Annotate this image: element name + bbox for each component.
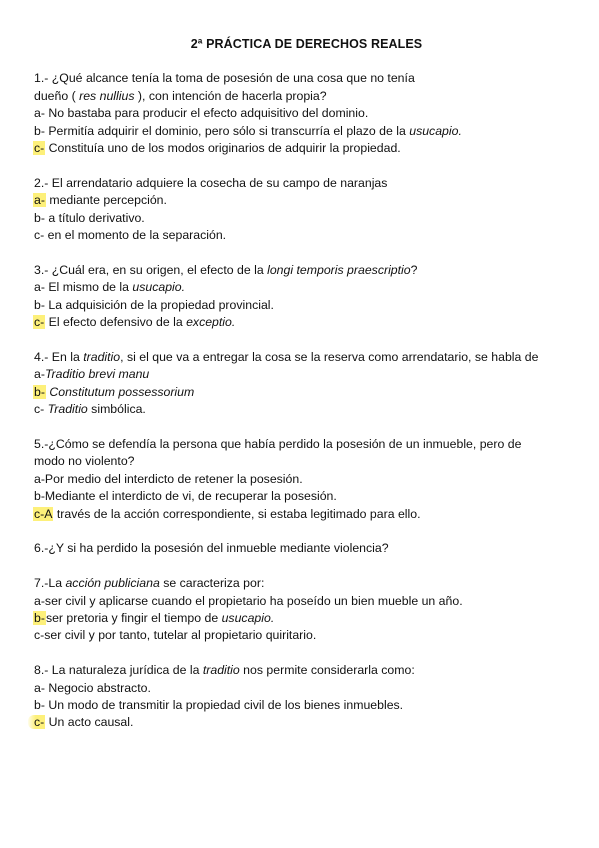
question-3 (34, 262, 579, 332)
answer-highlight: b- (34, 384, 45, 399)
text-fragment: mediante percepción. (45, 193, 167, 208)
italic-term: Traditio (47, 402, 88, 417)
text-fragment: ser pretoria y fingir el tiempo de (45, 610, 222, 625)
answer-highlight: c-A (34, 506, 53, 521)
answer-highlight: c- (34, 315, 45, 330)
italic-term: Constitutum possessorium (49, 384, 195, 399)
question-7 (34, 575, 579, 645)
italic-term: longi temporis praescriptio (267, 262, 411, 277)
italic-term: usucapio. (409, 123, 462, 138)
question-2-text: 2.- El arrendatario adquiere la cosecha de su campo de naranjas (34, 175, 388, 190)
question-7-option-b (34, 610, 579, 627)
italic-term: Traditio brevi manu (44, 367, 150, 382)
question-2 (34, 175, 579, 245)
question-7-text (34, 575, 579, 592)
text-fragment: a- El mismo de la (34, 280, 133, 295)
question-1-option-a: a- No bastaba para producir el efecto adquisitivo del dominio. (34, 106, 369, 121)
text-fragment: 3.- ¿Cuál era, en su origen, el efecto de la (34, 262, 268, 277)
question-6 (34, 540, 579, 557)
text-fragment: b- Permitía adquirir el dominio, pero sólo si transcurría el plazo de la (34, 123, 410, 138)
question-5-text-line-2: modo no violento? (34, 454, 135, 469)
question-5-option-c (34, 506, 579, 523)
question-8-option-a: a- Negocio abstracto. (34, 680, 151, 695)
question-5-text-line-1: 5.-¿Cómo se defendía la persona que había perdido la posesión de un inmueble, pero de (34, 436, 522, 451)
question-8-text (34, 662, 579, 679)
text-fragment: Un acto causal. (45, 715, 134, 730)
document-title: 2ª PRÁCTICA DE DERECHOS REALES (190, 37, 423, 51)
text-fragment: ? (410, 262, 418, 277)
answer-highlight: a- (34, 193, 45, 208)
italic-term: usucapio. (132, 280, 186, 295)
answer-highlight: c- (28, 715, 45, 729)
question-8-option-b: b- Un modo de transmitir la propiedad civil de los bienes inmuebles. (34, 697, 404, 712)
text-fragment: simbólica. (87, 402, 146, 417)
text-fragment: se caracteriza por: (159, 576, 265, 591)
text-fragment: 7.-La (34, 576, 66, 591)
answer-highlight: b- (34, 610, 45, 625)
question-7-option-c: c-ser civil y por tanto, tutelar al propietario quiritario. (34, 628, 317, 643)
text-fragment: 4.- En la (34, 349, 84, 364)
text-fragment: dueño ( (34, 88, 80, 103)
answer-highlight: c- (34, 141, 45, 156)
question-1-option-b (34, 123, 579, 140)
question-3-text (34, 262, 579, 279)
question-1-option-c (34, 140, 579, 157)
question-5-option-b: b-Mediante el interdicto de vi, de recuperar la posesión. (34, 489, 337, 504)
text-fragment: través de la acción correspondiente, si estaba legitimado para ello. (53, 506, 421, 521)
question-4-option-c (34, 401, 579, 418)
question-5-option-a: a-Por medio del interdicto de retener la posesión. (34, 471, 303, 486)
question-7-option-a: a-ser civil y aplicarse cuando el propietario ha poseído un bien mueble un año. (34, 593, 463, 608)
question-4-option-b (34, 384, 579, 401)
question-1-text-line-2 (34, 88, 579, 105)
question-6-text: 6.-¿Y si ha perdido la posesión del inmueble mediante violencia? (34, 541, 389, 556)
italic-term: usucapio. (221, 610, 275, 625)
question-5 (34, 436, 579, 523)
question-2-option-c: c- en el momento de la separación. (34, 228, 227, 243)
italic-term: acción publiciana (65, 576, 160, 591)
text-fragment: El efecto defensivo de la (45, 315, 187, 330)
text-fragment: 8.- La naturaleza jurídica de la (34, 663, 203, 678)
text-fragment: ), con intención de hacerla propia? (134, 88, 327, 103)
question-4 (34, 349, 579, 419)
text-fragment: c- (34, 402, 48, 417)
text-fragment: nos permite considerarla como: (239, 663, 415, 678)
italic-term: traditio (83, 349, 121, 364)
question-4-text (34, 349, 579, 366)
text-fragment: a- (34, 367, 45, 382)
italic-term: traditio (202, 663, 240, 678)
question-3-option-b: b- La adquisición de la propiedad provincial. (34, 297, 274, 312)
question-1 (34, 70, 579, 157)
text-fragment: , si el que va a entregar la cosa se la reserva como arrendatario, se habla de (120, 349, 539, 364)
italic-term: res nullius (79, 88, 135, 103)
question-8-option-c (34, 714, 579, 731)
question-3-option-c (34, 314, 579, 331)
text-fragment: Constituía uno de los modos originarios de adquirir la propiedad. (45, 141, 401, 156)
italic-term: exceptio. (186, 315, 236, 330)
question-3-option-a (34, 279, 579, 296)
question-2-option-a (34, 192, 579, 209)
question-1-text-line-1: 1.- ¿Qué alcance tenía la toma de posesión de una cosa que no tenía (34, 71, 415, 86)
question-2-option-b: b- a título derivativo. (34, 210, 145, 225)
question-4-option-a (34, 366, 579, 383)
question-8 (34, 662, 579, 732)
